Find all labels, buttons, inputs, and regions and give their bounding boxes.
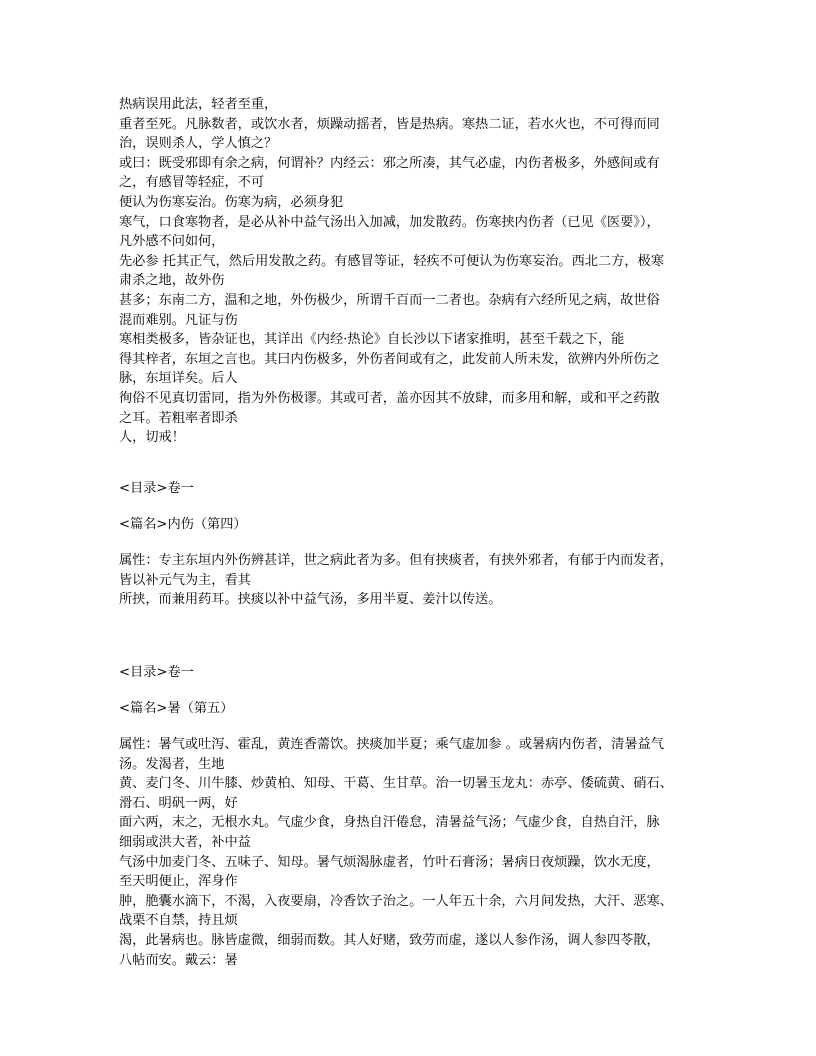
text-line: 甚多；东南二方，温和之地，外伤极少，所谓千百而一二者也。杂病有六经所见之病，故世俗 bbox=[119, 292, 660, 308]
text-line: 八帖而安。戴云：暑 bbox=[119, 952, 238, 968]
text-line: 得其梓者，东垣之言也。其曰内伤极多，外伤者间或有之，此发前人所未发，欲辨内外所伤之 bbox=[119, 351, 660, 367]
text-line: 肃杀之地，故外伤 bbox=[119, 273, 225, 289]
text-line: 凡外感不问如何， bbox=[119, 234, 225, 250]
chapter-title: <篇名>内伤（第四） bbox=[119, 517, 247, 532]
text-line: 皆以补元气为主，看其 bbox=[119, 572, 251, 588]
text-line: 细弱或洪大者，补中益 bbox=[119, 834, 251, 850]
text-line: 战栗不自禁，持且烦 bbox=[119, 913, 238, 929]
text-line: 便认为伤寒妄治。伤寒为病，必须身犯 bbox=[119, 194, 344, 210]
text-line: 肿，脃囊水滴下，不渴，入夜要扇，冷香饮子治之。一人年五十余，六月间发热，大汗、恶寒、 bbox=[119, 893, 673, 909]
chapter-heading bbox=[119, 515, 699, 535]
text-line: 先必参 托其正气，然后用发散之药。有感冒等证，轻疾不可便认为伤寒妄治。西北二方，极寒 bbox=[119, 253, 664, 269]
text-line: 黄、麦门冬、川牛膝、炒黄柏、知母、干葛、生甘草。治一切暑玉龙丸：赤亭、倭硫黄、硝石、 bbox=[119, 776, 673, 792]
text-line: 或曰：既受邪即有余之病，何谓补？内经云：邪之所凑，其气必虚，内伤者极多，外感间或有 bbox=[119, 155, 660, 171]
text-line: 热病误用此法，轻者至重， bbox=[119, 97, 278, 112]
section-internal-injury-text bbox=[119, 551, 699, 610]
text-line: 属性：专主东垣内外伤辨甚详，世之病此者为多。但有挟痰者，有挟外邪者，有郁于内而发者， bbox=[119, 553, 673, 568]
section-summer-heat-text bbox=[119, 735, 699, 970]
text-line: 至天明便止，浑身作 bbox=[119, 874, 238, 890]
text-line: 混而难别。凡证与伤 bbox=[119, 312, 238, 328]
chapter-title: <篇名>暑（第五） bbox=[119, 701, 234, 716]
text-line: 脉，东垣详矣。后人 bbox=[119, 371, 238, 387]
text-line: 渴，此暑病也。脉皆虚微，细弱而数。其人好赌，致劳而虚，遂以人参作汤，调人参四苓散， bbox=[119, 932, 660, 948]
text-line: 重者至死。凡脉数者，或饮水者，烦躁动摇者，皆是热病。寒热二证，若水火也，不可得而同 bbox=[119, 116, 660, 132]
text-line: 寒相类极多，皆杂证也，其详出《内经·热论》自长沙以下诸家推明，甚至千载之下，能 bbox=[119, 332, 625, 348]
text-line: 属性：暑气或吐泻、霍乱，黄连香薷饮。挟痰加半夏；乘气虚加参 。或暑病内伤者，清暑益气 bbox=[119, 737, 664, 752]
chapter-heading bbox=[119, 699, 699, 719]
text-line: 徇俗不见真切雷同，指为外伤极谬。其或可者，盖亦因其不放肆，而多用和解，或和平之药散 bbox=[119, 390, 660, 406]
text-line: 寒气，口食寒物者，是必从补中益气汤出入加减，加发散药。伤寒挟内伤者（已见《医要》）， bbox=[119, 214, 660, 230]
text-line: 汤。发渴者，生地 bbox=[119, 756, 225, 772]
text-line: 气汤中加麦门冬、五味子、知母。暑气烦渴脉虚者，竹叶石膏汤；暑病日夜烦躁，饮水无度， bbox=[119, 854, 660, 870]
catalog-label: <目录>卷一 bbox=[119, 481, 194, 496]
text-line: 面六两，末之，无根水丸。气虚少食，身热自汗倦怠，清暑益气汤；气虚少食，自热自汗，脉 bbox=[119, 815, 660, 831]
text-line: 滑石、明矾一两，好 bbox=[119, 795, 238, 811]
text-line: 之，有感冒等轻症，不可 bbox=[119, 175, 265, 191]
text-line: 治，误则杀人，学人慎之？ bbox=[119, 136, 278, 152]
text-line: 所挟，而兼用药耳。挟痰以补中益气汤，多用半夏、姜汁以传送。 bbox=[119, 592, 502, 608]
catalog-heading bbox=[119, 479, 699, 499]
catalog-label: <目录>卷一 bbox=[119, 665, 194, 680]
text-line: 人，切戒！ bbox=[119, 430, 185, 446]
catalog-heading bbox=[119, 663, 699, 683]
text-line: 之耳。若粗率者即杀 bbox=[119, 410, 238, 426]
section-heat-disease-text bbox=[119, 95, 699, 448]
